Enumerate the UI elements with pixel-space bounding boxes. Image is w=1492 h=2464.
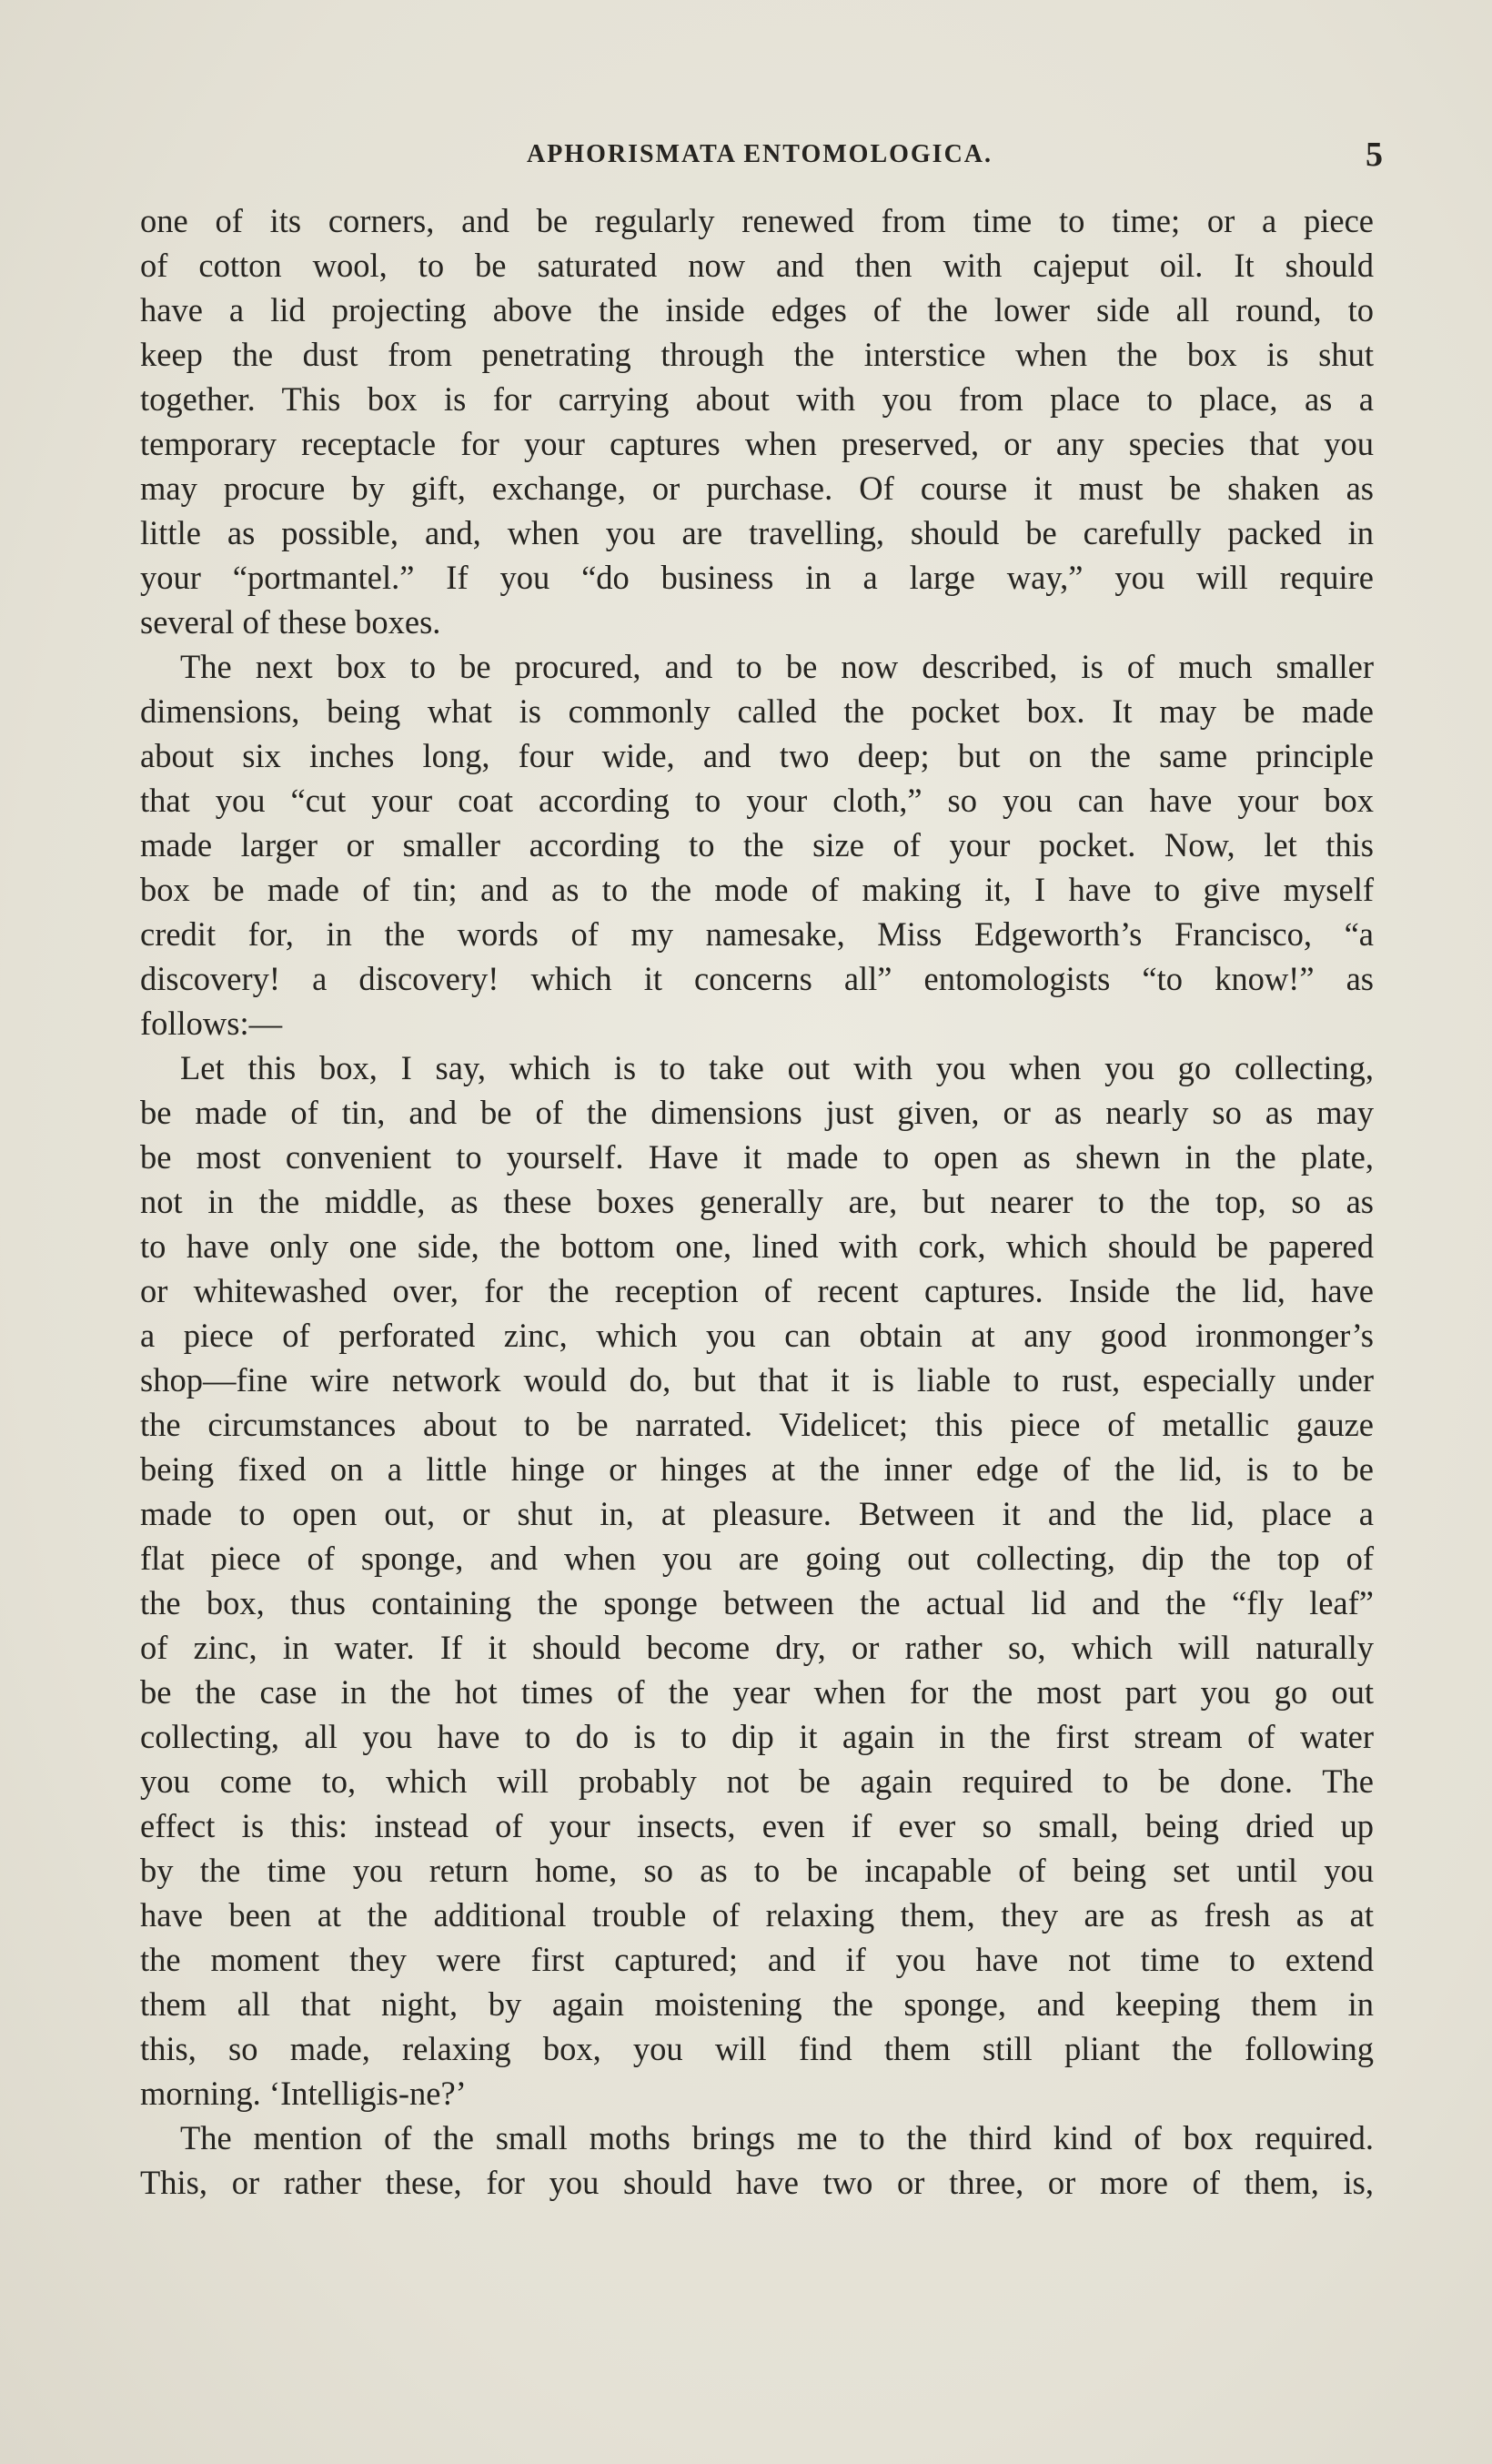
text-line: the box, thus containing the sponge between the actual lid and the “fly leaf” [140, 1584, 1374, 1621]
text-line: temporary receptacle for your captures when preserved, or any species that you [140, 425, 1374, 462]
text-line: This, or rather these, for you should have two or three, or more of them, is, [140, 2164, 1374, 2201]
text-line: have a lid projecting above the inside edges of the lower side all round, to [140, 291, 1374, 328]
text-line: about six inches long, four wide, and two deep; but on the same principle [140, 737, 1374, 774]
text-line: little as possible, and, when you are travelling, should be carefully packed in [140, 514, 1374, 551]
text-line: not in the middle, as these boxes generally are, but nearer to the top, so as [140, 1183, 1374, 1220]
text-line: Let this box, I say, which is to take out with you when you go collecting, [180, 1049, 1374, 1086]
page-number: 5 [1366, 136, 1383, 174]
text-line: follows:— [140, 1005, 283, 1042]
text-line: being fixed on a little hinge or hinges at the inner edge of the lid, is to be [140, 1450, 1374, 1488]
text-line: by the time you return home, so as to be incapable of being set until you [140, 1852, 1374, 1889]
text-line: or whitewashed over, for the reception of recent captures. Inside the lid, have [140, 1272, 1374, 1309]
paragraph-2 [140, 644, 1374, 1045]
body-text [140, 198, 1374, 2205]
text-line: shop—fine wire network would do, but that it is liable to rust, especially under [140, 1361, 1374, 1399]
text-line: made larger or smaller according to the size of your pocket. Now, let this [140, 826, 1374, 863]
text-line: the moment they were first captured; and if you have not time to extend [140, 1941, 1374, 1978]
paragraph-1 [140, 198, 1374, 644]
text-line: this, so made, relaxing box, you will find them still pliant the following [140, 2030, 1374, 2067]
text-line: made to open out, or shut in, at pleasure. Between it and the lid, place a [140, 1495, 1374, 1532]
text-line: The mention of the small moths brings me to the third kind of box required. [180, 2119, 1374, 2156]
text-line: several of these boxes. [140, 603, 441, 641]
text-line: together. This box is for carrying about with you from place to place, as a [140, 380, 1374, 418]
text-line: to have only one side, the bottom one, lined with cork, which should be papered [140, 1227, 1374, 1265]
text-line: collecting, all you have to do is to dip it again in the first stream of water [140, 1718, 1374, 1755]
running-head [136, 135, 1383, 180]
text-line: one of its corners, and be regularly renewed from time to time; or a piece [140, 202, 1374, 239]
text-line: your “portmantel.” If you “do business in a large way,” you will require [140, 559, 1374, 596]
text-line: that you “cut your coat according to your cloth,” so you can have your box [140, 782, 1374, 819]
text-line: be most convenient to yourself. Have it made to open as shewn in the plate, [140, 1138, 1374, 1176]
text-line: flat piece of sponge, and when you are going out collecting, dip the top of [140, 1540, 1374, 1577]
text-line: have been at the additional trouble of relaxing them, they are as fresh as at [140, 1896, 1374, 1934]
text-line: credit for, in the words of my namesake, Miss Edgeworth’s Francisco, “a [140, 915, 1374, 953]
text-line: be made of tin, and be of the dimensions just given, or as nearly so as may [140, 1094, 1374, 1131]
text-line: be the case in the hot times of the year when for the most part you go out [140, 1673, 1374, 1711]
text-line: keep the dust from penetrating through the interstice when the box is shut [140, 336, 1374, 373]
running-title: APHORISMATA ENTOMOLOGICA. [526, 140, 993, 168]
text-line: dimensions, being what is commonly called the pocket box. It may be made [140, 692, 1374, 730]
text-line: morning. ‘Intelligis-ne?’ [140, 2075, 467, 2112]
paragraph-3 [140, 1045, 1374, 2116]
text-line: discovery! a discovery! which it concerns all” entomologists “to know!” as [140, 960, 1374, 997]
text-line: of zinc, in water. If it should become dry, or rather so, which will naturally [140, 1629, 1374, 1666]
paragraph-4 [140, 2116, 1374, 2205]
text-line: a piece of perforated zinc, which you can obtain at any good ironmonger’s [140, 1317, 1374, 1354]
text-line: of cotton wool, to be saturated now and then with cajeput oil. It should [140, 247, 1374, 284]
text-line: them all that night, by again moistening the sponge, and keeping them in [140, 1985, 1374, 2023]
text-line: may procure by gift, exchange, or purchase. Of course it must be shaken as [140, 470, 1374, 507]
text-line: box be made of tin; and as to the mode of making it, I have to give myself [140, 871, 1374, 908]
text-line: you come to, which will probably not be again required to be done. The [140, 1762, 1374, 1800]
text-line: effect is this: instead of your insects, even if ever so small, being dried up [140, 1807, 1374, 1844]
text-line: The next box to be procured, and to be now described, is of much smaller [180, 648, 1374, 685]
text-line: the circumstances about to be narrated. Videlicet; this piece of metallic gauze [140, 1406, 1374, 1443]
